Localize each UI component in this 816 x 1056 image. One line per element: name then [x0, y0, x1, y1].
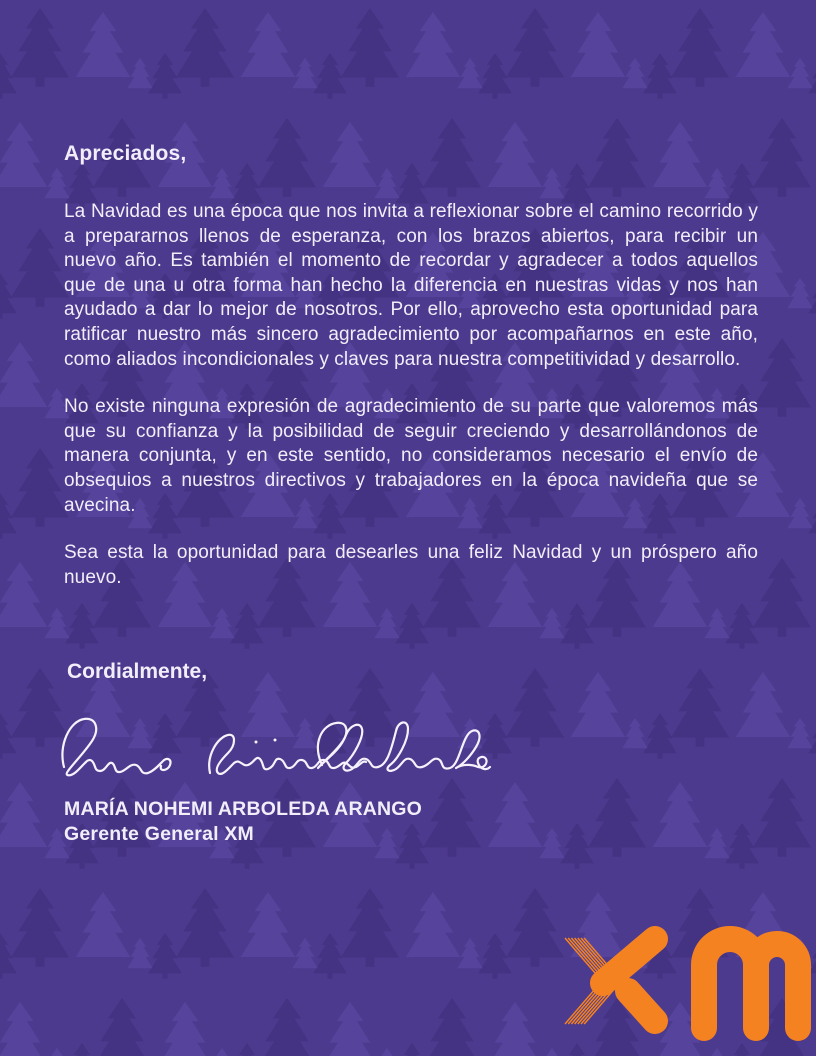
paragraph-3: Sea esta la oportunidad para desearles una feliz Navidad y un próspero año nuevo. — [64, 542, 758, 588]
signature-i-dot-1 — [255, 741, 258, 744]
signer-title: Gerente General XM — [64, 823, 255, 846]
signature-i-dot-2 — [274, 739, 277, 742]
xm-logo-m — [704, 939, 798, 1028]
closing-salutation: Cordialmente, — [67, 660, 208, 684]
paragraph-2: No existe ninguna expresión de agradecimiento de su parte que valoremos más que su confianza y la posibilidad de seguir creciendo y desarrollándonos de manera conjunta, y en este sentido, no consideramos necesario el envío de obsequios a nuestros directivos y trabajadores en la época navideña que se avecina. — [64, 396, 758, 516]
signer-name: MARÍA NOHEMI ARBOLEDA ARANGO — [64, 798, 423, 821]
paragraph-1: La Navidad es una época que nos invita a reflexionar sobre el camino recorrido y a prepararnos llenos de esperanza, con los brazos abiertos, para recibir un nuevo año. Es también el momento de recordar y agradecer a todos aquellos que de una u otra forma han hecho la diferencia en nuestras vidas y nos han ayudado a dar lo mejor de nosotros. Por ello, aprovecho esta oportunidad para ratificar nuestro más sincero agradecimiento por acompañarnos en este año, como aliados incondicionales y claves para nuestra competitividad y desarrollo. — [64, 201, 758, 370]
xm-logo-x-solid — [603, 939, 655, 1021]
letter-body — [64, 141, 758, 847]
xm-logo — [560, 924, 812, 1042]
greeting: Apreciados, — [64, 142, 187, 165]
signature-stroke-1 — [62, 719, 170, 776]
handwritten-signature — [60, 715, 492, 781]
